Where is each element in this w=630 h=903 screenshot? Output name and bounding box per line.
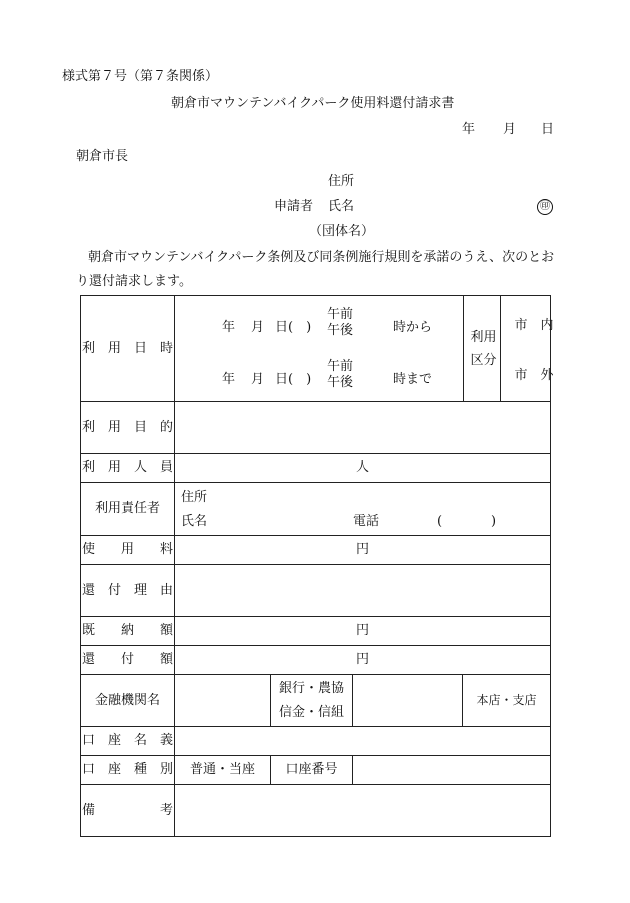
usage-category-label-box: [463, 296, 501, 401]
responsible-label: 利用責任者: [81, 483, 175, 536]
account-type-options[interactable]: [175, 756, 271, 785]
account-type-label: 口 座 種 別: [81, 756, 175, 785]
branch-text: 本店・支店: [476, 693, 537, 708]
applicant-address-label: 住所: [328, 174, 355, 189]
inside-city-option[interactable]: 市 内: [514, 318, 554, 333]
document-title: 朝倉市マウンテンバイクパーク使用料還付請求書: [171, 96, 455, 111]
outside-city-option[interactable]: 市 外: [514, 368, 554, 383]
applicant-label: 申請者: [274, 199, 314, 214]
refund-reason-field[interactable]: [175, 565, 551, 617]
bank-type-options[interactable]: [271, 675, 353, 727]
phone-paren-open: (: [437, 514, 443, 529]
responsible-name-label: 氏名: [181, 514, 208, 529]
account-number-label: 口座番号: [271, 756, 353, 785]
start-pm: 午後: [327, 323, 354, 338]
purpose-label: 利 用 目 的: [81, 402, 175, 454]
fee-field[interactable]: [175, 536, 551, 565]
start-am: 午前: [327, 307, 354, 322]
refund-request-table: [80, 295, 554, 837]
addressee: 朝倉市長: [76, 149, 129, 164]
date-day: 日: [541, 122, 555, 137]
seal-icon: ㊞: [537, 199, 553, 215]
account-name-label: 口 座 名 義: [81, 727, 175, 756]
start-day: 日( ): [275, 320, 312, 335]
start-month: 月: [251, 320, 265, 335]
remarks-field[interactable]: [175, 785, 551, 837]
account-name-row: [81, 727, 551, 756]
paid-amount-row: [81, 617, 551, 646]
responsible-row: [81, 483, 551, 536]
start-from: 時から: [393, 320, 433, 335]
purpose-field[interactable]: [175, 402, 551, 454]
remarks-row: [81, 785, 551, 837]
fee-label: 使 用 料: [81, 536, 175, 565]
bank-row: [81, 675, 551, 727]
request-statement-line1: 朝倉市マウンテンバイクパーク条例及び同条例施行規則を承諾のうえ、次のとお: [88, 250, 555, 265]
end-pm: 午後: [327, 375, 354, 390]
request-statement-line2: り還付請求します。: [76, 274, 192, 289]
bank-type-line2: 信金・信組: [278, 704, 344, 720]
end-to: 時まで: [393, 372, 433, 387]
account-number-field[interactable]: [353, 756, 551, 785]
seal-mark: [537, 199, 553, 215]
fee-row: [81, 536, 551, 565]
usage-datetime-field[interactable]: [175, 296, 463, 402]
usage-category-label-2: 区分: [470, 353, 497, 368]
refund-amount-yen: 円: [356, 652, 370, 668]
refund-amount-label: 還 付 額: [81, 646, 175, 675]
refund-amount-field[interactable]: [175, 646, 551, 675]
people-row: [81, 454, 551, 483]
account-type-text: 普通・当座: [189, 762, 255, 778]
branch-options[interactable]: [463, 675, 551, 727]
applicant-name-label: 氏名: [328, 199, 355, 214]
end-day: 日( ): [275, 372, 312, 387]
refund-amount-row: [81, 646, 551, 675]
phone-paren-close: ): [491, 514, 497, 529]
people-field[interactable]: [175, 454, 551, 483]
date-year: 年: [462, 122, 476, 137]
bank-type-line1: 銀行・農協: [278, 680, 344, 696]
bank-label: 金融機関名: [81, 675, 175, 727]
people-unit: 人: [356, 460, 370, 476]
paid-amount-field[interactable]: [175, 617, 551, 646]
date-month: 月: [503, 122, 517, 137]
responsible-phone-label: 電話: [353, 514, 380, 529]
branch-name-field[interactable]: [353, 675, 463, 727]
end-month: 月: [251, 372, 265, 387]
usage-category-cell: [463, 296, 554, 402]
account-name-field[interactable]: [175, 727, 551, 756]
fee-yen: 円: [356, 542, 370, 558]
people-label: 利 用 人 員: [81, 454, 175, 483]
refund-reason-label: 還 付 理 由: [81, 565, 175, 617]
paid-amount-yen: 円: [356, 623, 370, 639]
paid-amount-label: 既 納 額: [81, 617, 175, 646]
bank-name-field[interactable]: [175, 675, 271, 727]
account-type-row: [81, 756, 551, 785]
form-number: 様式第７号（第７条関係）: [62, 69, 219, 84]
end-am: 午前: [327, 359, 354, 374]
remarks-label: 備 考: [81, 785, 175, 837]
start-year: 年: [222, 320, 236, 335]
purpose-row: [81, 402, 551, 454]
usage-category-label-1: 利用: [470, 330, 497, 345]
responsible-field[interactable]: [175, 483, 551, 536]
end-year: 年: [222, 372, 236, 387]
refund-reason-row: [81, 565, 551, 617]
responsible-address-label: 住所: [181, 490, 208, 505]
usage-datetime-label: 利 用 日 時: [81, 296, 175, 402]
group-name-label: （団体名）: [309, 224, 375, 239]
usage-datetime-row: [81, 296, 551, 402]
